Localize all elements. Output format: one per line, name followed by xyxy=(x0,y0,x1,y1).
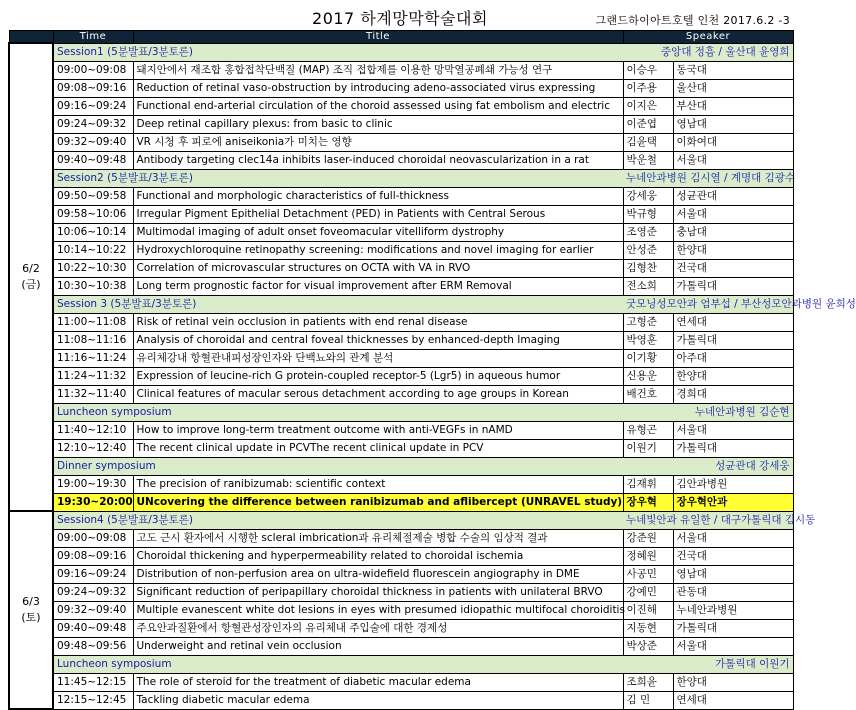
talk-speaker: 이지은 xyxy=(623,97,673,115)
talk-affiliation: 가톨릭대 xyxy=(673,331,793,349)
talk-row xyxy=(9,133,793,151)
top-bar xyxy=(8,4,792,30)
talk-affiliation: 한양대 xyxy=(673,367,793,385)
talk-title: Analysis of choroidal and central foveal thicknesses by enhanced-depth Imaging xyxy=(133,331,623,349)
talk-speaker: 강예민 xyxy=(623,583,673,601)
talk-speaker: 조영준 xyxy=(623,223,673,241)
talk-speaker: 박상준 xyxy=(623,637,673,655)
session-chairs: 가톨릭대 이원기 xyxy=(623,655,793,673)
talk-title: 고도 근시 환자에서 시행한 scleral imbrication과 유리체절제술 병합 수술의 임상적 결과 xyxy=(133,529,623,547)
talk-title: Correlation of microvascular structures on OCTA with VA in RVO xyxy=(133,259,623,277)
talk-affiliation: 충남대 xyxy=(673,223,793,241)
talk-row xyxy=(9,223,793,241)
talk-time: 09:40~09:48 xyxy=(53,151,133,169)
talk-speaker: 이원기 xyxy=(623,439,673,457)
session-row xyxy=(9,43,793,61)
talk-time: 11:45~12:15 xyxy=(53,673,133,691)
talk-speaker: 신용운 xyxy=(623,367,673,385)
talk-title: Functional end-arterial circulation of the choroid assessed using fat embolism and electric xyxy=(133,97,623,115)
talk-speaker: 박영훈 xyxy=(623,331,673,349)
talk-title: How to improve long-term treatment outcome with anti-VEGFs in nAMD xyxy=(133,421,623,439)
session-chairs: 누네빛안과 유일한 / 대구가톨릭대 김시동 xyxy=(623,511,793,529)
talk-time: 09:48~09:56 xyxy=(53,637,133,655)
schedule-table xyxy=(8,30,856,710)
talk-speaker: 김윤택 xyxy=(623,133,673,151)
session-row xyxy=(9,295,793,313)
talk-row xyxy=(9,349,793,367)
talk-row xyxy=(9,475,793,493)
talk-title: Antibody targeting clec14a inhibits laser-induced choroidal neovascularization in a rat xyxy=(133,151,623,169)
session-chairs: 누네안과병원 김순현 xyxy=(623,403,793,421)
talk-title: Tackling diabetic macular edema xyxy=(133,691,623,709)
talk-row xyxy=(9,61,793,79)
session-row xyxy=(9,403,793,421)
talk-time: 10:06~10:14 xyxy=(53,223,133,241)
session-chairs: 누네안과병원 김시열 / 계명대 김광수 xyxy=(623,169,793,187)
day-date: 6/2 xyxy=(22,262,40,275)
talk-time: 12:10~12:40 xyxy=(53,439,133,457)
talk-affiliation: 영남대 xyxy=(673,115,793,133)
day-cell xyxy=(9,43,53,511)
session-label: Session4 (5분발표/3분토론) xyxy=(53,511,623,529)
talk-title: 돼지안에서 재조합 홍합접착단백질 (MAP) 조직 접합제를 이용한 망막열공폐쇄 가능성 연구 xyxy=(133,61,623,79)
talk-speaker: 유형곤 xyxy=(623,421,673,439)
talk-speaker: 박규형 xyxy=(623,205,673,223)
talk-title: Expression of leucine-rich G protein-coupled receptor-5 (Lgr5) in aqueous humor xyxy=(133,367,623,385)
talk-time: 19:00~19:30 xyxy=(53,475,133,493)
header-blank xyxy=(9,31,53,44)
session-label: Luncheon symposium xyxy=(53,403,623,421)
talk-row xyxy=(9,421,793,439)
talk-time: 09:24~09:32 xyxy=(53,583,133,601)
talk-title: Hydroxychloroquine retinopathy screening: modifications and novel imaging for earlier xyxy=(133,241,623,259)
talk-row xyxy=(9,601,793,619)
talk-title: 유리체강내 항혈관내피성장인자와 단백뇨와의 관계 분석 xyxy=(133,349,623,367)
talk-speaker: 지동현 xyxy=(623,619,673,637)
day-weekday: (금) xyxy=(21,278,41,291)
talk-time: 11:16~11:24 xyxy=(53,349,133,367)
session-row xyxy=(9,655,793,673)
session-row xyxy=(9,457,793,475)
talk-speaker: 강세웅 xyxy=(623,187,673,205)
talk-time: 11:32~11:40 xyxy=(53,385,133,403)
talk-speaker: 김 민 xyxy=(623,691,673,709)
talk-speaker: 이진해 xyxy=(623,601,673,619)
talk-speaker: 강준원 xyxy=(623,529,673,547)
talk-time: 09:00~09:08 xyxy=(53,61,133,79)
session-chairs: 성균관대 강세웅 xyxy=(623,457,793,475)
talk-speaker: 김재휘 xyxy=(623,475,673,493)
talk-title: Choroidal thickening and hyperpermeability related to choroidal ischemia xyxy=(133,547,623,565)
day-date: 6/3 xyxy=(22,595,40,608)
talk-title: Risk of retinal vein occlusion in patients with end renal disease xyxy=(133,313,623,331)
talk-time: 11:40~12:10 xyxy=(53,421,133,439)
talk-time: 10:30~10:38 xyxy=(53,277,133,295)
talk-time: 09:40~09:48 xyxy=(53,619,133,637)
talk-row xyxy=(9,277,793,295)
session-row xyxy=(9,511,793,529)
talk-title: VR 시청 후 피로에 aniseikonia가 미치는 영향 xyxy=(133,133,623,151)
talk-row-highlighted xyxy=(9,493,793,511)
talk-speaker: 안성준 xyxy=(623,241,673,259)
talk-affiliation: 건국대 xyxy=(673,547,793,565)
talk-speaker: 장우혁 xyxy=(623,493,673,511)
talk-time: 09:00~09:08 xyxy=(53,529,133,547)
talk-speaker: 김형찬 xyxy=(623,259,673,277)
talk-affiliation: 이화여대 xyxy=(673,133,793,151)
header-speaker: Speaker xyxy=(623,31,793,44)
talk-row xyxy=(9,241,793,259)
talk-affiliation: 한양대 xyxy=(673,673,793,691)
talk-title: Multiple evanescent white dot lesions in eyes with presumed idiopathic multifocal choroiditis xyxy=(133,601,623,619)
talk-speaker: 정혜원 xyxy=(623,547,673,565)
talk-affiliation: 성균관대 xyxy=(673,187,793,205)
header-title: Title xyxy=(133,31,623,44)
talk-speaker: 이주용 xyxy=(623,79,673,97)
talk-affiliation: 연세대 xyxy=(673,691,793,709)
session-row xyxy=(9,169,793,187)
talk-time: 09:08~09:16 xyxy=(53,547,133,565)
talk-affiliation: 서울대 xyxy=(673,637,793,655)
talk-row xyxy=(9,583,793,601)
talk-time: 11:00~11:08 xyxy=(53,313,133,331)
talk-title: Reduction of retinal vaso-obstruction by introducing adeno-associated virus expressing xyxy=(133,79,623,97)
talk-time: 10:22~10:30 xyxy=(53,259,133,277)
talk-title: The recent clinical update in PCVThe recent clinical update in PCV xyxy=(133,439,623,457)
talk-time: 09:32~09:40 xyxy=(53,133,133,151)
talk-time: 10:14~10:22 xyxy=(53,241,133,259)
talk-time: 09:50~09:58 xyxy=(53,187,133,205)
talk-row xyxy=(9,691,793,709)
talk-title: Irregular Pigment Epithelial Detachment (PED) in Patients with Central Serous xyxy=(133,205,623,223)
talk-affiliation: 영남대 xyxy=(673,565,793,583)
talk-affiliation: 가톨릭대 xyxy=(673,439,793,457)
talk-title: Underweight and retinal vein occlusion xyxy=(133,637,623,655)
talk-title: Multimodal imaging of adult onset foveomacular vitelliform dystrophy xyxy=(133,223,623,241)
talk-row xyxy=(9,637,793,655)
talk-speaker: 박운철 xyxy=(623,151,673,169)
session-label: Dinner symposium xyxy=(53,457,623,475)
talk-row xyxy=(9,547,793,565)
talk-row xyxy=(9,313,793,331)
venue-date: 그랜드하이아트호텔 인천 2017.6.2 -3 xyxy=(595,14,790,27)
talk-affiliation: 누네안과병원 xyxy=(673,601,793,619)
day-weekday: (토) xyxy=(21,611,41,624)
talk-time: 12:15~12:45 xyxy=(53,691,133,709)
session-label: Session1 (5분발표/3분토론) xyxy=(53,43,623,61)
talk-affiliation: 아주대 xyxy=(673,349,793,367)
talk-row xyxy=(9,79,793,97)
talk-row xyxy=(9,205,793,223)
talk-affiliation: 서울대 xyxy=(673,205,793,223)
talk-row xyxy=(9,367,793,385)
talk-time: 09:08~09:16 xyxy=(53,79,133,97)
talk-affiliation: 서울대 xyxy=(673,151,793,169)
talk-affiliation: 경희대 xyxy=(673,385,793,403)
talk-title: Deep retinal capillary plexus: from basic to clinic xyxy=(133,115,623,133)
talk-time: 09:24~09:32 xyxy=(53,115,133,133)
day-cell xyxy=(9,511,53,709)
talk-time: 11:24~11:32 xyxy=(53,367,133,385)
talk-speaker: 사공민 xyxy=(623,565,673,583)
talk-time: 09:32~09:40 xyxy=(53,601,133,619)
talk-affiliation: 건국대 xyxy=(673,259,793,277)
talk-title: Clinical features of macular serous detachment according to age groups in Korean xyxy=(133,385,623,403)
talk-title: 주요안과질환에서 항혈관성장인자의 유리체내 주입술에 대한 경제성 xyxy=(133,619,623,637)
talk-affiliation: 가톨릭대 xyxy=(673,619,793,637)
talk-title: The role of steroid for the treatment of diabetic macular edema xyxy=(133,673,623,691)
talk-time: 19:30~20:00 xyxy=(53,493,133,511)
talk-affiliation: 한양대 xyxy=(673,241,793,259)
talk-row xyxy=(9,151,793,169)
talk-speaker: 전소희 xyxy=(623,277,673,295)
talk-affiliation: 부산대 xyxy=(673,97,793,115)
talk-speaker: 조희윤 xyxy=(623,673,673,691)
page-title: 2017 하계망막학술대회 xyxy=(312,9,488,28)
talk-title: Long term prognostic factor for visual improvement after ERM Removal xyxy=(133,277,623,295)
talk-row xyxy=(9,385,793,403)
talk-title: Functional and morphologic characteristics of full-thickness xyxy=(133,187,623,205)
talk-row xyxy=(9,673,793,691)
talk-affiliation: 울산대 xyxy=(673,79,793,97)
talk-row xyxy=(9,529,793,547)
talk-title: Significant reduction of peripapillary choroidal thickness in patients with unilateral BRVO xyxy=(133,583,623,601)
header-time: Time xyxy=(53,31,133,44)
talk-speaker: 배건호 xyxy=(623,385,673,403)
talk-affiliation: 김안과병원 xyxy=(673,475,793,493)
talk-row xyxy=(9,439,793,457)
talk-affiliation: 관동대 xyxy=(673,583,793,601)
session-chairs: 중앙대 정흠 / 울산대 윤영희 xyxy=(623,43,793,61)
talk-speaker: 이준엽 xyxy=(623,115,673,133)
talk-row xyxy=(9,115,793,133)
talk-time: 11:08~11:16 xyxy=(53,331,133,349)
header-row xyxy=(9,31,793,44)
talk-speaker: 고형준 xyxy=(623,313,673,331)
session-label: Session2 (5분발표/3분토론) xyxy=(53,169,623,187)
schedule-page xyxy=(8,4,856,710)
talk-affiliation: 서울대 xyxy=(673,529,793,547)
talk-affiliation: 가톨릭대 xyxy=(673,277,793,295)
talk-title: Distribution of non-perfusion area on ultra-widefield fluorescein angiography in DME xyxy=(133,565,623,583)
talk-speaker: 이승우 xyxy=(623,61,673,79)
talk-row xyxy=(9,97,793,115)
talk-speaker: 이기황 xyxy=(623,349,673,367)
talk-title: UNcovering the difference between ranibizumab and aflibercept (UNRAVEL study) xyxy=(133,493,623,511)
talk-row xyxy=(9,565,793,583)
session-label: Session 3 (5분발표/3분토론) xyxy=(53,295,623,313)
talk-time: 09:16~09:24 xyxy=(53,97,133,115)
talk-row xyxy=(9,187,793,205)
talk-title: The precision of ranibizumab: scientific context xyxy=(133,475,623,493)
talk-affiliation: 동국대 xyxy=(673,61,793,79)
talk-affiliation: 장우혁안과 xyxy=(673,493,793,511)
talk-time: 09:58~10:06 xyxy=(53,205,133,223)
talk-affiliation: 연세대 xyxy=(673,313,793,331)
talk-row xyxy=(9,331,793,349)
talk-affiliation: 서울대 xyxy=(673,421,793,439)
talk-row xyxy=(9,619,793,637)
session-chairs: 굿모닝성모안과 엄부섭 / 부산성모안과병원 윤희성 xyxy=(623,295,793,313)
talk-row xyxy=(9,259,793,277)
talk-time: 09:16~09:24 xyxy=(53,565,133,583)
session-label: Luncheon symposium xyxy=(53,655,623,673)
